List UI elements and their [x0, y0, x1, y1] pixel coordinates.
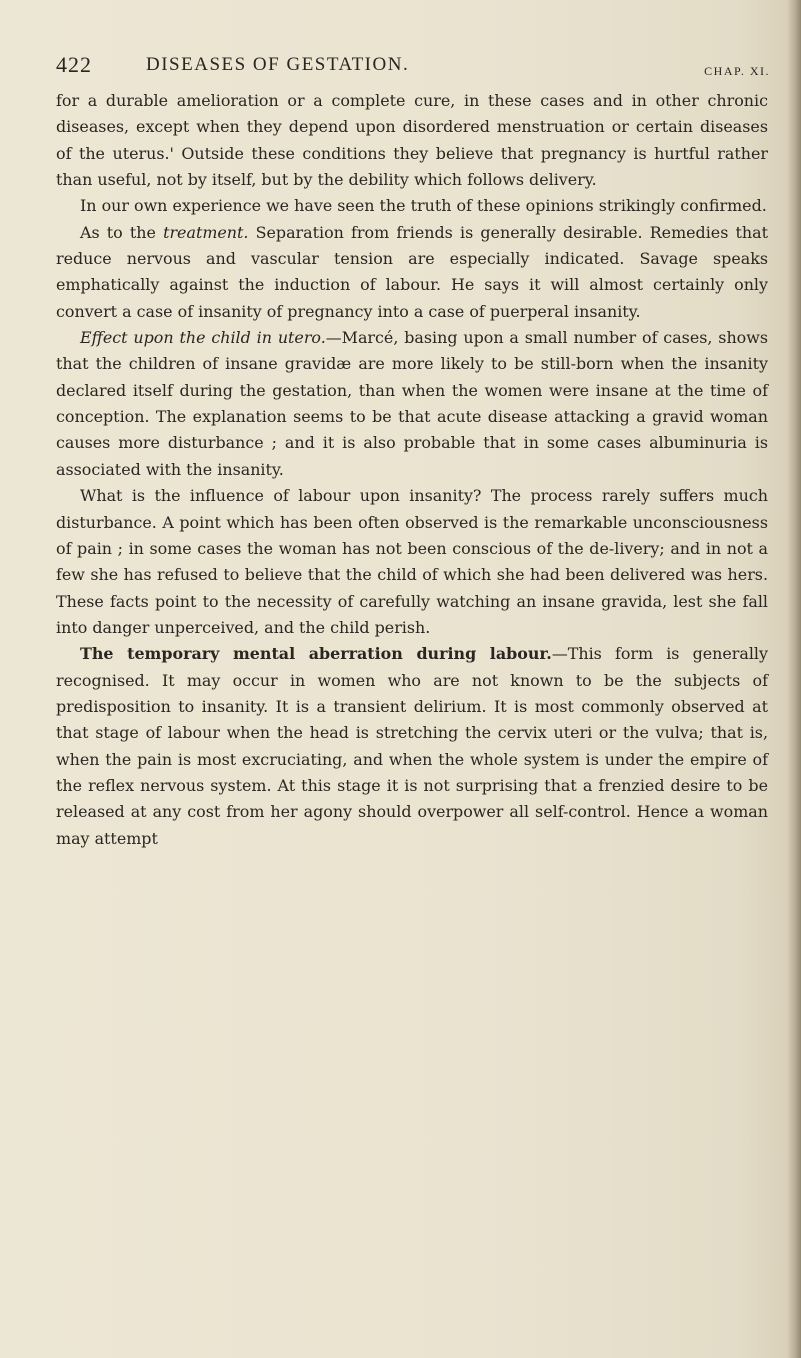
aberration-heading: The temporary mental aberration during labour.: [80, 644, 552, 664]
paragraph-treatment: [56, 220, 768, 325]
paragraph-text: —This form is generally recognised. It may occur in women who are not known to be the subjects of predisposition to insanity. It is a transient delirium. It is most commonly observed at that stage of labour when the head is stretching the cervix uteri or the vulva; that is, when the pain is most excruciating, and when the whole system is under the empire of the reflex nervous system. At this stage it is not surprising that a frenzied desire to be released at any cost from her agony should overpower all self-control. Hence a woman may attempt: [56, 644, 768, 848]
effect-heading: Effect upon the child in utero.: [80, 328, 326, 348]
paragraph-text: for a durable amelioration or a complete cure, in these cases and in other chronic diseases, except when they depend upon disordered menstruation or certain diseases of the uterus.' Outside these conditions they believe that pregnancy is hurtful rather than useful, not by itself, but by the debility which follows delivery.: [56, 91, 768, 190]
page-binding-edge: [787, 0, 801, 1358]
chapter-label: CHAP. XI.: [704, 64, 770, 78]
paragraph-influence-of-labour: [56, 483, 768, 641]
paragraph-continuation: [56, 88, 768, 193]
paragraph-effect-upon-child: [56, 325, 768, 483]
running-head: DISEASES OF GESTATION.: [146, 54, 410, 75]
paragraph-experience: [56, 193, 768, 219]
paragraph-text: —Marcé, basing upon a small number of cases, shows that the children of insane gravidæ are more likely to be still-born when the insanity declared itself during the gestation, than when the women were insane at the time of conception. The explanation seems to be that acute disease attacking a gravid woman causes more disturbance ; and it is also probable that in some cases albuminuria is associated with the insanity.: [56, 328, 769, 479]
treatment-emphasis: treatment.: [163, 222, 249, 242]
body-text: [56, 88, 768, 852]
paragraph-text: In our own experience we have seen the truth of these opinions strikingly confirmed.: [80, 196, 767, 216]
paragraph-temporary-aberration: [56, 641, 768, 852]
paragraph-text: Separation from friends is generally desirable. Remedies that reduce nervous and vascular tension are especially indicated. Savage speaks emphatically against the induction of labour. He says it will almost certainly only convert a case of insanity of pregnancy into a case of puerperal insanity.: [56, 222, 768, 321]
page-header: [56, 52, 770, 82]
paragraph-lead: As to the: [80, 222, 164, 242]
page-number: 422: [56, 52, 92, 77]
paragraph-text: What is the influence of labour upon insanity? The process rarely suffers much disturbance. A point which has been often observed is the remarkable unconsciousness of pain ; in some cases the woman has not been conscious of the de-livery; and in not a few she has refused to believe that the child of which she had been delivered was hers. These facts point to the necessity of carefully watching an insane gravida, lest she fall into danger unperceived, and the child perish.: [56, 486, 768, 637]
